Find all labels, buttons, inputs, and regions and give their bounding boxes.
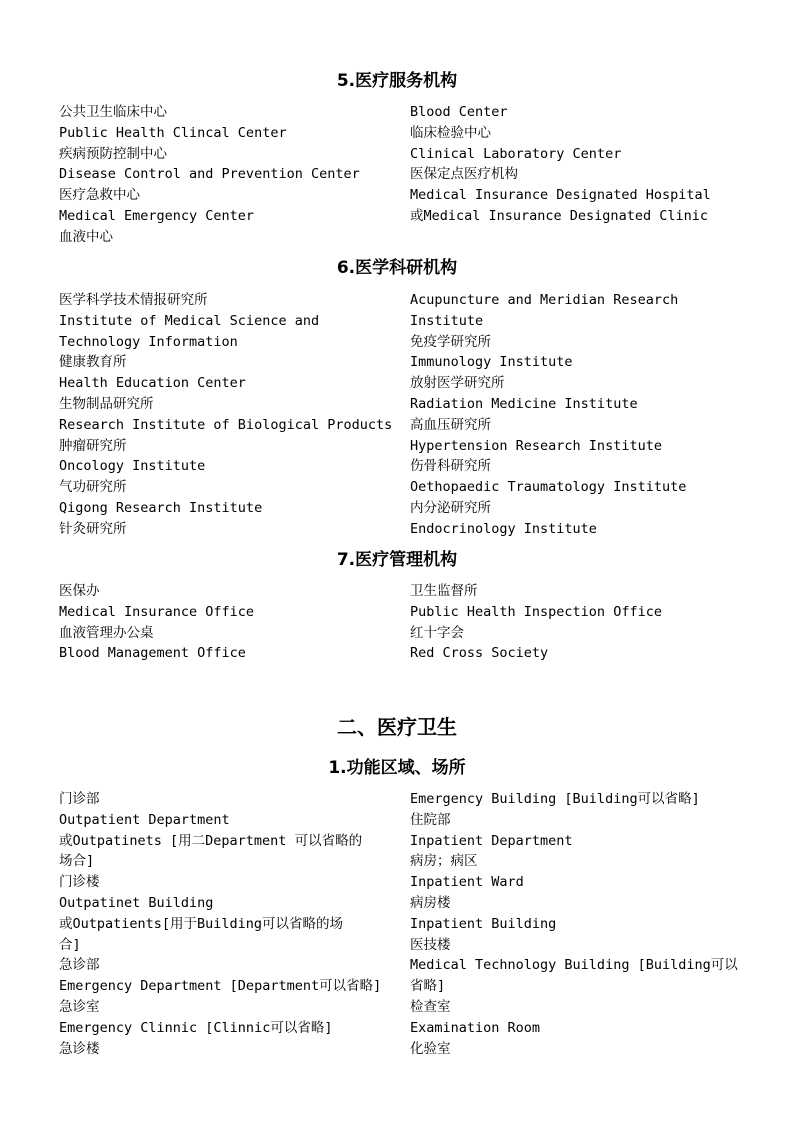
list-item: Outpatinet Building — [59, 894, 214, 911]
section-title-functional-areas: 1.功能区域、场所 — [328, 758, 466, 778]
list-item: 医疗急救中心 — [59, 187, 140, 204]
list-item: 医技楼 — [410, 936, 451, 953]
list-item: Immunology Institute — [410, 354, 573, 371]
list-item: Disease Control and Prevention Center — [59, 166, 360, 183]
list-item: Hypertension Research Institute — [410, 437, 662, 454]
list-item: Medical Insurance Designated Hospital — [410, 187, 711, 204]
list-item: 急诊部 — [59, 957, 100, 974]
functional-areas-right-column — [410, 789, 740, 1059]
list-item: Inpatient Department — [410, 832, 573, 849]
list-item: 医学科学技术情报研究所 — [59, 292, 208, 308]
list-item: 内分泌研究所 — [410, 499, 491, 516]
list-item: 血液中心 — [59, 228, 113, 245]
section-title-medical-service-institutions: 5.医疗服务机构 — [336, 71, 458, 91]
list-item: Oncology Institute — [59, 458, 206, 475]
list-item: Health Education Center — [59, 375, 246, 392]
section-5-right-column — [410, 102, 740, 227]
list-item: Emergency Building [Building可以省略] — [410, 791, 700, 807]
list-item: Institute of Medical Science and — [59, 312, 320, 329]
list-item: Emergency Department [Department可以省略] — [59, 978, 382, 995]
list-item: Radiation Medicine Institute — [410, 395, 638, 412]
list-item: 疾病预防控制中心 — [59, 145, 167, 162]
list-item: 针灸研究所 — [59, 520, 127, 537]
section-7-left-column — [59, 581, 394, 664]
list-item: Oethopaedic Traumatology Institute — [410, 479, 687, 496]
list-item: Acupuncture and Meridian Research — [410, 292, 679, 308]
section-6-left-column — [59, 290, 394, 540]
list-item: Institute — [410, 312, 484, 329]
section-6-right-column — [410, 290, 740, 540]
section-7-right-column — [410, 581, 740, 664]
list-item: 或Medical Insurance Designated Clinic — [410, 207, 708, 224]
list-item: 化验室 — [410, 1040, 451, 1057]
list-item: 急诊室 — [59, 998, 100, 1015]
list-item: 医保定点医疗机构 — [410, 166, 518, 183]
list-item: Medical Technology Building [Building可以 — [410, 957, 738, 974]
list-item: 病房楼 — [410, 894, 451, 911]
list-item: 急诊楼 — [59, 1040, 100, 1057]
list-item: 合] — [59, 936, 81, 953]
list-item: 伤骨科研究所 — [410, 458, 491, 475]
list-item: 气功研究所 — [59, 479, 127, 496]
list-item: Emergency Clinnic [Clinnic可以省略] — [59, 1019, 333, 1036]
list-item: 或Outpatinets [用二Department 可以省略的 — [59, 832, 363, 849]
list-item: 生物制品研究所 — [59, 395, 154, 412]
list-item: Qigong Research Institute — [59, 499, 263, 516]
list-item: Endocrinology Institute — [410, 520, 597, 537]
list-item: 放射医学研究所 — [410, 375, 505, 392]
list-item: 肿瘤研究所 — [59, 437, 127, 454]
list-item: Public Health Clincal Center — [59, 124, 287, 141]
list-item: 高血压研究所 — [410, 416, 491, 433]
list-item: Outpatient Department — [59, 811, 230, 828]
list-item: Examination Room — [410, 1019, 541, 1036]
list-item: Clinical Laboratory Center — [410, 145, 622, 162]
list-item: 医保办 — [59, 583, 100, 599]
list-item: 病房；病区 — [410, 853, 478, 870]
list-item: 省略] — [410, 978, 446, 995]
list-item: Medical Insurance Office — [59, 603, 255, 620]
list-item: Blood Management Office — [59, 645, 246, 662]
list-item: Inpatient Ward — [410, 874, 524, 891]
list-item: Public Health Inspection Office — [410, 603, 662, 620]
section-5-left-column — [59, 102, 394, 248]
list-item: 临床检验中心 — [410, 124, 491, 141]
section-title-medical-research-institutions: 6.医学科研机构 — [336, 258, 458, 278]
list-item: Medical Emergency Center — [59, 207, 255, 224]
list-item: 卫生监督所 — [410, 583, 478, 599]
list-item: 红十字会 — [410, 624, 464, 641]
list-item: 住院部 — [410, 811, 451, 828]
list-item: 免疫学研究所 — [410, 333, 491, 350]
list-item: Technology Information — [59, 333, 238, 350]
list-item: Red Cross Society — [410, 645, 549, 662]
list-item: Inpatient Building — [410, 915, 557, 932]
list-item: 血液管理办公桌 — [59, 624, 154, 641]
list-item: 门诊部 — [59, 791, 100, 807]
list-item: 或Outpatients[用于Building可以省略的场 — [59, 915, 344, 932]
functional-areas-left-column — [59, 789, 394, 1059]
list-item: Research Institute of Biological Products — [59, 416, 393, 433]
section-title-medical-management-institutions: 7.医疗管理机构 — [336, 550, 458, 570]
list-item: 公共卫生临床中心 — [59, 104, 167, 120]
list-item: 门诊楼 — [59, 874, 100, 891]
list-item: 检查室 — [410, 998, 451, 1015]
chapter-title-medical-health: 二、医疗卫生 — [337, 715, 457, 739]
list-item: 健康教育所 — [59, 354, 127, 371]
list-item: 场合] — [59, 853, 95, 870]
list-item: Blood Center — [410, 104, 508, 120]
